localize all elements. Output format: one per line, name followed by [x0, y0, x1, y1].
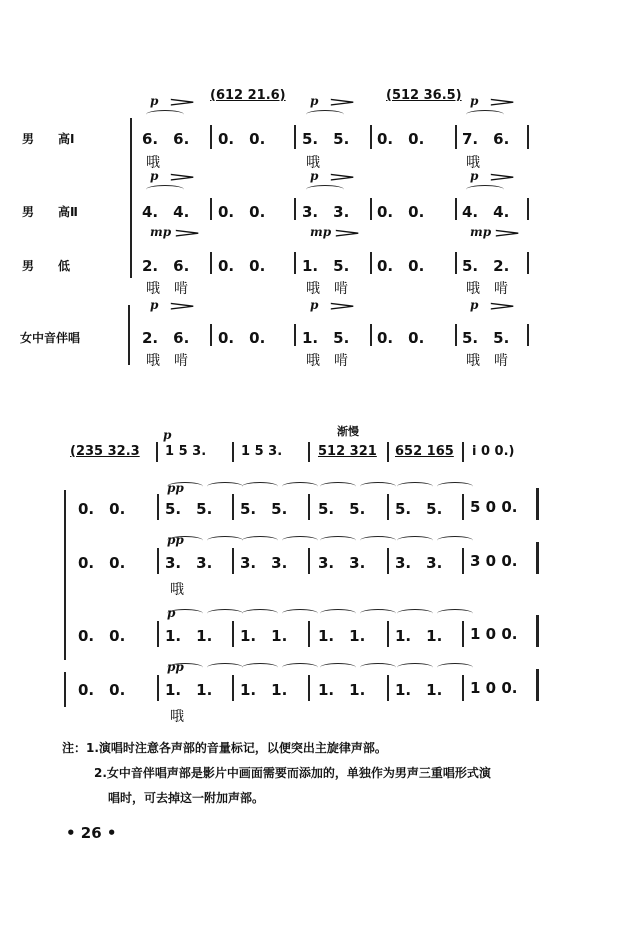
- barline: [294, 125, 296, 149]
- note-group: 0. 0.: [78, 627, 126, 645]
- slur-mark: [306, 110, 344, 119]
- note-group: 0. 0.: [218, 130, 266, 148]
- slur-mark: [437, 536, 473, 545]
- barline: [387, 675, 389, 701]
- barline: [210, 198, 212, 220]
- barline: [455, 252, 457, 274]
- decrescendo-hairpin: >: [172, 226, 203, 240]
- footnote-2: 2.女中音伴唱声部是影片中画面需要而添加的，单独作为男声三重唱形式演: [94, 766, 491, 780]
- dynamic-marking: mp: [150, 225, 172, 239]
- slur-mark: [397, 482, 433, 491]
- barline: [536, 542, 539, 574]
- slur-mark: [242, 536, 278, 545]
- slur-mark: [282, 663, 318, 672]
- note-group: 3. 3.: [240, 554, 288, 572]
- slur-mark: [360, 482, 396, 491]
- note-group: 5. 5.: [395, 500, 443, 518]
- dynamic-marking: p: [470, 94, 479, 108]
- slur-mark: [437, 482, 473, 491]
- barline: [370, 252, 372, 274]
- note-group: 0. 0.: [377, 203, 425, 221]
- barline: [462, 675, 464, 701]
- note-group: 3 0 0.: [470, 552, 518, 570]
- note-group: 5. 5.: [240, 500, 288, 518]
- note-group: 5 0 0.: [470, 498, 518, 516]
- dynamic-marking: pp: [167, 533, 184, 547]
- dynamic-marking: p: [163, 428, 172, 442]
- barline: [462, 494, 464, 520]
- part-label: 女中音伴唱: [20, 331, 81, 345]
- slur-mark: [320, 663, 356, 672]
- slur-mark: [282, 609, 318, 618]
- barline: [157, 548, 159, 574]
- note-group: 2. 6.: [142, 257, 190, 275]
- note-group: 0. 0.: [78, 554, 126, 572]
- note-group: 3. 3.: [318, 554, 366, 572]
- tempo-marking: 渐慢: [337, 425, 359, 438]
- barline: [232, 675, 234, 701]
- barline: [536, 615, 539, 647]
- barline: [308, 442, 310, 462]
- decrescendo-hairpin: >: [487, 299, 518, 313]
- note-group: 1. 5.: [302, 257, 350, 275]
- barline: [64, 672, 66, 707]
- part-label: 男 低: [22, 259, 71, 273]
- note-group: 0. 0.: [377, 329, 425, 347]
- note-group: 1. 1.: [318, 627, 366, 645]
- barline: [157, 621, 159, 647]
- note-group: 5. 2.: [462, 257, 510, 275]
- slur-mark: [360, 536, 396, 545]
- slur-mark: [207, 609, 243, 618]
- slur-mark: [242, 482, 278, 491]
- note-group: 1. 1.: [165, 627, 213, 645]
- barline: [462, 442, 464, 462]
- dynamic-marking: p: [470, 298, 479, 312]
- slur-mark: [360, 609, 396, 618]
- barline: [156, 442, 158, 462]
- footnote-1: 注：1.演唱时注意各声部的音量标记，以便突出主旋律声部。: [62, 741, 387, 755]
- lyric: 哦 啃: [466, 353, 508, 369]
- barline: [308, 675, 310, 701]
- barline: [370, 198, 372, 220]
- note-group: 5. 5.: [302, 130, 350, 148]
- slur-mark: [437, 663, 473, 672]
- note-group: 2. 6.: [142, 329, 190, 347]
- slur-mark: [466, 185, 504, 194]
- dynamic-marking: p: [150, 94, 159, 108]
- barline: [157, 494, 159, 520]
- slur-mark: [397, 536, 433, 545]
- interlude-phrase: i 0 0.): [472, 444, 515, 459]
- note-group: 0. 0.: [78, 500, 126, 518]
- note-group: 1. 1.: [240, 627, 288, 645]
- barline: [462, 548, 464, 574]
- lyric: 哦 啃: [306, 281, 348, 297]
- dynamic-marking: p: [310, 298, 319, 312]
- decrescendo-hairpin: >: [487, 170, 518, 184]
- footnote-3: 唱时，可去掉这一附加声部。: [108, 791, 265, 805]
- lyric: 哦: [146, 155, 160, 171]
- note-group: 3. 3.: [165, 554, 213, 572]
- decrescendo-hairpin: >: [492, 226, 523, 240]
- page-number: • 26 •: [66, 824, 117, 842]
- barline: [130, 118, 132, 278]
- part-label: 男 高Ⅰ: [22, 132, 75, 146]
- note-group: 5. 5.: [318, 500, 366, 518]
- note-group: 0. 0.: [218, 203, 266, 221]
- barline: [370, 125, 372, 149]
- slur-mark: [242, 663, 278, 672]
- lyric: 哦 啃: [306, 353, 348, 369]
- lyric: 哦 啃: [466, 281, 508, 297]
- note-group: 4. 4.: [142, 203, 190, 221]
- note-group: 0. 0.: [377, 257, 425, 275]
- barline: [232, 494, 234, 520]
- barline: [387, 548, 389, 574]
- lyric: 哦: [170, 709, 184, 725]
- note-group: 1 0 0.: [470, 679, 518, 697]
- note-group: 3. 3.: [395, 554, 443, 572]
- slur-mark: [207, 536, 243, 545]
- slur-mark: [466, 110, 504, 119]
- interlude-phrase: (612 21.6): [210, 88, 286, 103]
- barline: [294, 198, 296, 220]
- barline: [527, 198, 529, 220]
- barline: [232, 548, 234, 574]
- slur-mark: [146, 185, 184, 194]
- barline: [210, 252, 212, 274]
- barline: [455, 198, 457, 220]
- barline: [527, 252, 529, 274]
- dynamic-marking: pp: [167, 481, 184, 495]
- slur-mark: [207, 482, 243, 491]
- note-group: 4. 4.: [462, 203, 510, 221]
- decrescendo-hairpin: >: [167, 170, 198, 184]
- slur-mark: [282, 536, 318, 545]
- interlude-phrase: 652 165: [395, 444, 454, 459]
- barline: [308, 494, 310, 520]
- decrescendo-hairpin: >: [327, 95, 358, 109]
- barline: [387, 442, 389, 462]
- slur-mark: [146, 110, 184, 119]
- barline: [455, 125, 457, 149]
- dynamic-marking: p: [150, 169, 159, 183]
- barline: [527, 324, 529, 346]
- note-group: 0. 0.: [218, 257, 266, 275]
- dynamic-marking: p: [310, 169, 319, 183]
- barline: [128, 305, 130, 365]
- note-group: 0. 0.: [218, 329, 266, 347]
- interlude-phrase: (235 32.3: [70, 444, 140, 459]
- barline: [370, 324, 372, 346]
- lyric: 哦: [170, 582, 184, 598]
- slur-mark: [437, 609, 473, 618]
- note-group: 3. 3.: [302, 203, 350, 221]
- dynamic-marking: p: [167, 606, 176, 620]
- barline: [294, 252, 296, 274]
- note-group: 7. 6.: [462, 130, 510, 148]
- barline: [294, 324, 296, 346]
- lyric: 哦 啃: [146, 281, 188, 297]
- barline: [232, 621, 234, 647]
- note-group: 5. 5.: [462, 329, 510, 347]
- barline: [462, 621, 464, 647]
- interlude-phrase: 512 321: [318, 444, 377, 459]
- barline: [232, 442, 234, 462]
- barline: [536, 488, 539, 520]
- barline: [210, 125, 212, 149]
- interlude-phrase: 1 5 3.: [165, 444, 207, 459]
- slur-mark: [282, 482, 318, 491]
- dynamic-marking: p: [310, 94, 319, 108]
- note-group: 1 0 0.: [470, 625, 518, 643]
- barline: [387, 621, 389, 647]
- dynamic-marking: mp: [470, 225, 492, 239]
- slur-mark: [397, 609, 433, 618]
- barline: [387, 494, 389, 520]
- dynamic-marking: p: [470, 169, 479, 183]
- barline: [536, 669, 539, 701]
- dynamic-marking: pp: [167, 660, 184, 674]
- note-group: 6. 6.: [142, 130, 190, 148]
- barline: [527, 125, 529, 149]
- part-label: 男 高Ⅱ: [22, 205, 78, 219]
- decrescendo-hairpin: >: [167, 95, 198, 109]
- interlude-phrase: (512 36.5): [386, 88, 462, 103]
- barline: [308, 621, 310, 647]
- slur-mark: [397, 663, 433, 672]
- note-group: 1. 5.: [302, 329, 350, 347]
- barline: [455, 324, 457, 346]
- decrescendo-hairpin: >: [327, 299, 358, 313]
- lyric: 哦 啃: [146, 353, 188, 369]
- slur-mark: [242, 609, 278, 618]
- note-group: 1. 1.: [395, 627, 443, 645]
- decrescendo-hairpin: >: [487, 95, 518, 109]
- decrescendo-hairpin: >: [327, 170, 358, 184]
- note-group: 1. 1.: [165, 681, 213, 699]
- slur-mark: [320, 609, 356, 618]
- slur-mark: [320, 482, 356, 491]
- slur-mark: [306, 185, 344, 194]
- barline: [210, 324, 212, 346]
- decrescendo-hairpin: >: [332, 226, 363, 240]
- note-group: 0. 0.: [78, 681, 126, 699]
- note-group: 1. 1.: [395, 681, 443, 699]
- dynamic-marking: p: [150, 298, 159, 312]
- barline: [157, 675, 159, 701]
- slur-mark: [207, 663, 243, 672]
- dynamic-marking: mp: [310, 225, 332, 239]
- note-group: 5. 5.: [165, 500, 213, 518]
- note-group: 0. 0.: [377, 130, 425, 148]
- slur-mark: [320, 536, 356, 545]
- barline: [64, 490, 66, 660]
- lyric: 哦: [306, 155, 320, 171]
- barline: [308, 548, 310, 574]
- slur-mark: [360, 663, 396, 672]
- note-group: 1. 1.: [240, 681, 288, 699]
- interlude-phrase: 1 5 3.: [241, 444, 283, 459]
- lyric: 哦: [466, 155, 480, 171]
- decrescendo-hairpin: >: [167, 299, 198, 313]
- note-group: 1. 1.: [318, 681, 366, 699]
